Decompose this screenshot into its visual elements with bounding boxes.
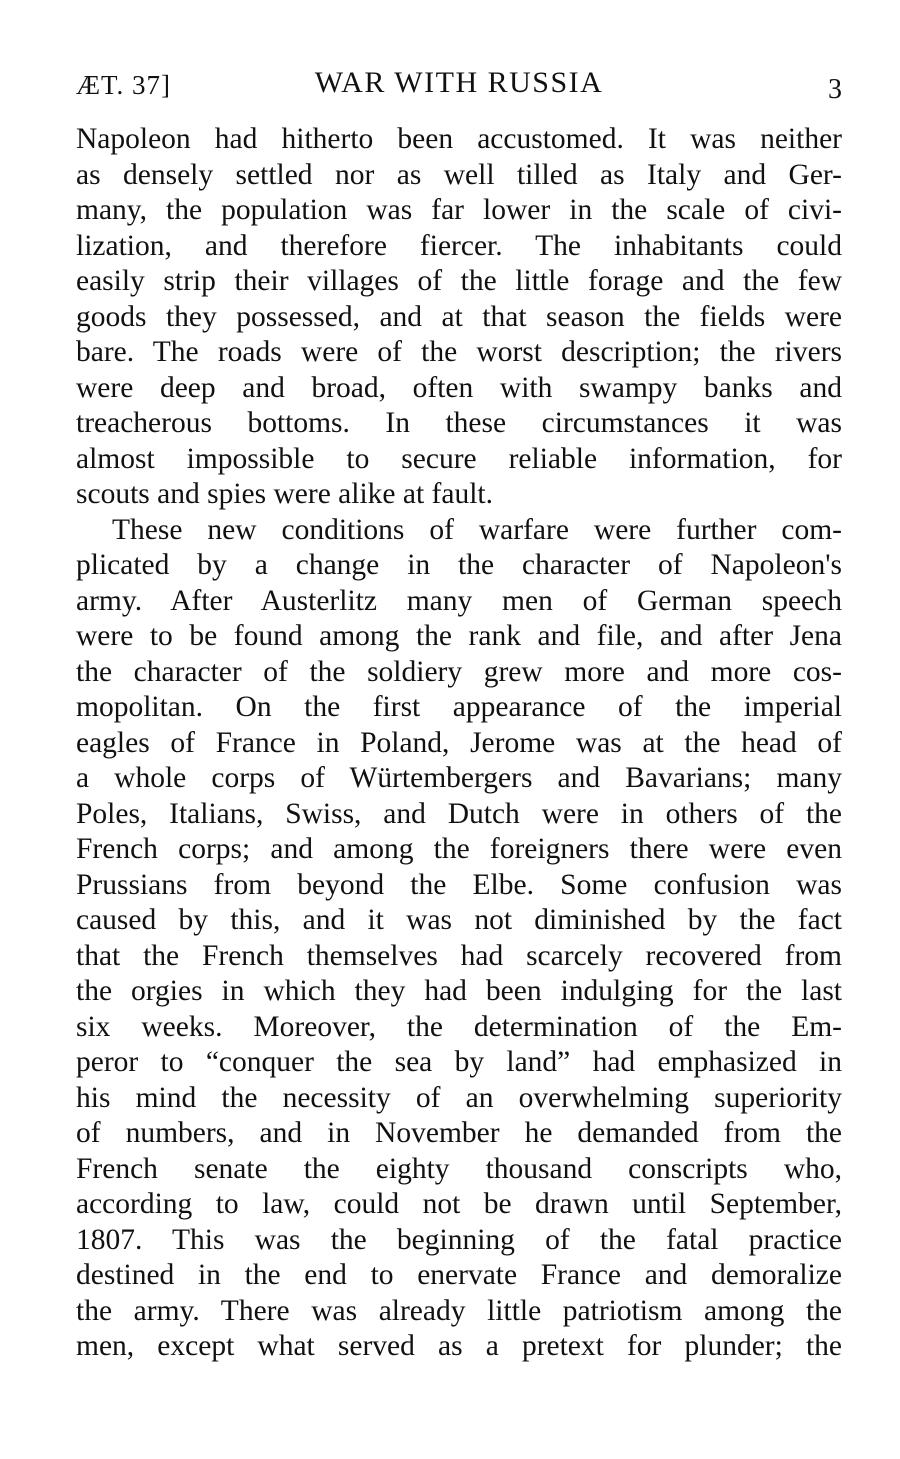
text-line: Poles, Italians, Swiss, and Dutch were in others of the	[76, 797, 842, 830]
text-line: army. After Austerlitz many men of German speech	[76, 584, 842, 617]
text-line: easily strip their villages of the little forage and the few	[76, 265, 842, 297]
text-line: caused by this, and it was not diminished by the fact	[76, 904, 842, 936]
text-line: men, except what served as a pretext for plunder; the	[76, 1330, 842, 1362]
running-header	[76, 64, 842, 104]
text-line: plicated by a change in the character of Napoleon's	[76, 549, 842, 581]
text-line: many, the population was far lower in the scale of civi-	[76, 194, 842, 226]
paragraph-first-line: These new conditions of warfare were further com-	[112, 513, 842, 546]
body-text	[76, 122, 842, 1365]
text-line: of numbers, and in November he demanded from the	[76, 1117, 842, 1149]
text-line: a whole corps of Würtembergers and Bavarians; many	[76, 762, 842, 794]
chapter-title: WAR WITH RUSSIA	[314, 66, 604, 99]
text-line: almost impossible to secure reliable information, for	[76, 442, 842, 475]
text-line: were to be found among the rank and file, and after Jena	[76, 620, 842, 652]
text-line: goods they possessed, and at that season the fields were	[76, 300, 842, 333]
text-line: six weeks. Moreover, the determination of the Em-	[76, 1010, 842, 1043]
text-line: bare. The roads were of the worst description; the rivers	[76, 336, 842, 368]
text-line: peror to “conquer the sea by land” had emphasized in	[76, 1046, 842, 1078]
text-line: French corps; and among the foreigners there were even	[76, 833, 842, 865]
text-line: his mind the necessity of an overwhelming superiority	[76, 1081, 842, 1114]
paragraph-last-line: scouts and spies were alike at fault.	[76, 478, 493, 510]
text-line: as densely settled nor as well tilled as Italy and Ger-	[76, 158, 842, 191]
text-line: French senate the eighty thousand conscripts who,	[76, 1152, 842, 1185]
text-line: the character of the soldiery grew more and more cos-	[76, 655, 842, 688]
text-line: treacherous bottoms. In these circumstances it was	[76, 407, 842, 439]
text-line: that the French themselves had scarcely recovered from	[76, 939, 842, 972]
text-line: lization, and therefore fiercer. The inhabitants could	[76, 229, 842, 262]
text-line: Prussians from beyond the Elbe. Some confusion was	[76, 868, 842, 901]
text-line: eagles of France in Poland, Jerome was at the head of	[76, 726, 842, 759]
text-line: the orgies in which they had been indulging for the last	[76, 975, 842, 1007]
text-line: the army. There was already little patriotism among the	[76, 1294, 842, 1327]
text-line: Napoleon had hitherto been accustomed. It was neither	[76, 123, 842, 155]
text-line: mopolitan. On the first appearance of the imperial	[76, 691, 842, 723]
header-age-marker: ÆT. 37]	[76, 70, 171, 100]
text-line: according to law, could not be drawn until September,	[76, 1188, 842, 1220]
page-number: 3	[828, 74, 842, 105]
text-line: were deep and broad, often with swampy banks and	[76, 371, 842, 404]
text-line: 1807. This was the beginning of the fatal practice	[76, 1223, 842, 1256]
text-line: destined in the end to enervate France and demoralize	[76, 1259, 842, 1291]
